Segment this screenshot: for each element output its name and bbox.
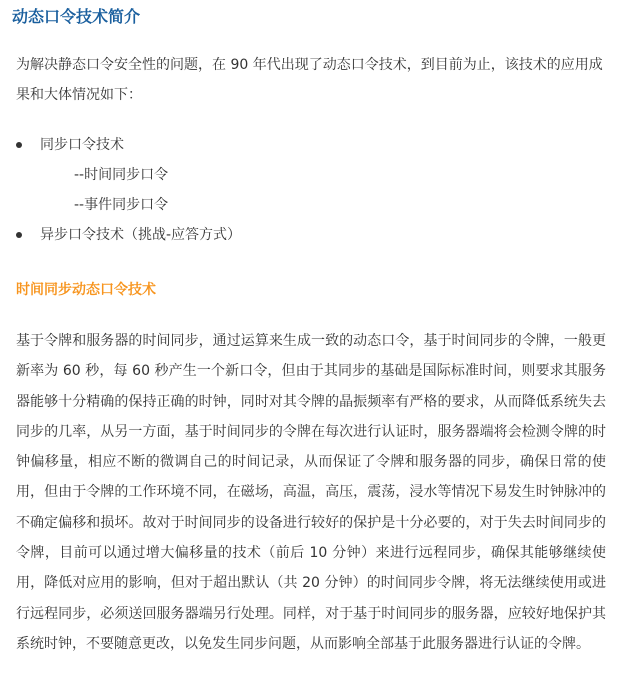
section-heading: 时间同步动态口令技术	[16, 282, 156, 298]
bullet-icon	[16, 232, 22, 238]
list-item-label: 同步口令技术	[40, 137, 124, 153]
list-subitem-label: --时间同步口令	[74, 167, 169, 183]
bullet-icon	[16, 142, 22, 148]
body-paragraph: 基于令牌和服务器的时间同步，通过运算来生成一致的动态口令，基于时间同步的令牌，一般更新率为 60 秒，每 60 秒产生一个新口令，但由于其同步的基础是国际标准时间，则要求其服务器能够十分精确的保持正确的时钟，同时对其令牌的晶振频率有严格的要求，从而降低系统失去同步的几率，从另一方面，基于时间同步的令牌在每次进行认证时，服务器端将会检测令牌的时钟偏移量，相应不断的微调自己的时间记录，从而保证了令牌和服务器的同步，确保日常的使用，但由于令牌的工作环境不同，在磁场，高温，高压，震荡，浸水等情况下易发生时钟脉冲的不确定偏移和损坏。故对于时间同步的设备进行较好的保护是十分必要的，对于失去时间同步的令牌，目前可以通过增大偏移量的技术（前后 10 分钟）来进行远程同步，确保其能够继续使用，降低对应用的影响，但对于超出默认（共 20 分钟）的时间同步令牌，将无法继续使用或进行远程同步，必须送回服务器端另行处理。同样，对于基于时间同步的服务器，应较好地保护其系统时钟，不要随意更改，以免发生同步问题，从而影响全部基于此服务器进行认证的令牌。	[16, 333, 606, 652]
list-subitem-label: --事件同步口令	[74, 197, 169, 213]
intro-paragraph: 为解决静态口令安全性的问题，在 90 年代出现了动态口令技术，到目前为止，该技术的应用成果和大体情况如下：	[16, 57, 603, 103]
list-item-label: 异步口令技术（挑战-应答方式）	[40, 227, 242, 243]
page-title: 动态口令技术简介	[12, 7, 141, 26]
